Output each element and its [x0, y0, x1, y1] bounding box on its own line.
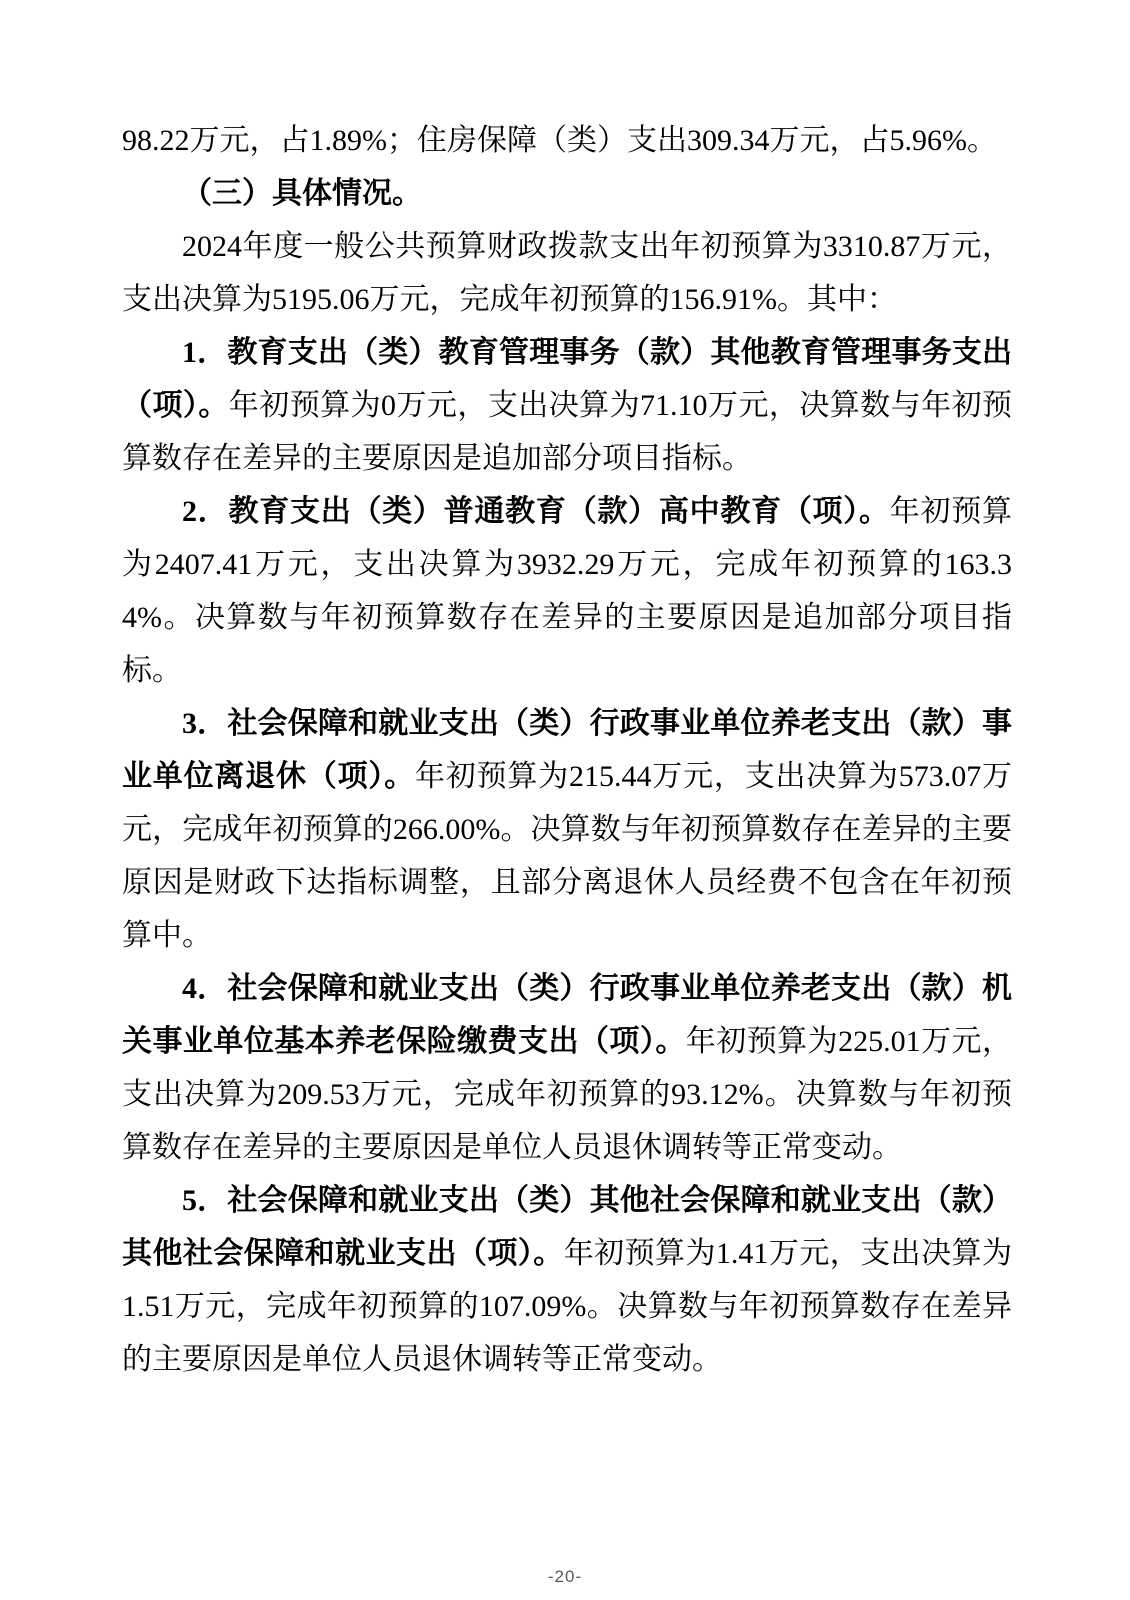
body-paragraph-continued	[122, 114, 1012, 167]
item-paragraph-2	[122, 485, 1012, 697]
item-4-heading: 4．社会保障和就业支出（类）行政事业单位养老支出（款）机关事业单位基本养老保险缴费支出（项）。	[122, 972, 1012, 1058]
item-4-text: 年初预算为225.01万元，支出决算为209.53万元，完成年初预算的93.12%。决算数与年初预算数存在差异的主要原因是单位人员退休调转等正常变动。	[122, 1025, 1013, 1164]
item-2-text: 年初预算为2407.41万元，支出决算为3932.29万元，完成年初预算的163.34%。决算数与年初预算数存在差异的主要原因是追加部分项目指标。	[122, 495, 1013, 687]
section-heading-label: （三）具体情况。	[182, 177, 422, 210]
item-2-heading: 2．教育支出（类）普通教育（款）高中教育（项）。	[182, 495, 890, 528]
item-paragraph-4	[122, 962, 1012, 1174]
item-1-heading: 1．教育支出（类）教育管理事务（款）其他教育管理事务支出（项）。	[122, 336, 1012, 422]
item-3-text: 年初预算为215.44万元，支出决算为573.07万元，完成年初预算的266.00%。决算数与年初预算数存在差异的主要原因是财政下达指标调整，且部分离退休人员经费不包含在年初预算中。	[122, 760, 1012, 952]
item-5-text: 年初预算为1.41万元，支出决算为1.51万元，完成年初预算的107.09%。决算数与年初预算数存在差异的主要原因是单位人员退休调转等正常变动。	[122, 1237, 1013, 1376]
item-3-heading: 3．社会保障和就业支出（类）行政事业单位养老支出（款）事业单位离退休（项）。	[122, 707, 1012, 793]
item-5-heading: 5．社会保障和就业支出（类）其他社会保障和就业支出（款）其他社会保障和就业支出（项）。	[122, 1184, 1012, 1270]
page-number: -20-	[547, 1567, 583, 1586]
item-paragraph-3	[122, 697, 1012, 962]
intro-paragraph	[122, 220, 1012, 326]
paragraph-text: 2024年度一般公共预算财政拨款支出年初预算为3310.87万元，支出决算为5195.06万元，完成年初预算的156.91%。其中：	[122, 230, 1012, 316]
item-1-text: 年初预算为0万元，支出决算为71.10万元，决算数与年初预算数存在差异的主要原因是追加部分项目指标。	[122, 389, 1013, 475]
paragraph-text: 98.22万元，占1.89%；住房保障（类）支出309.34万元，占5.96%。	[122, 124, 997, 157]
item-paragraph-1	[122, 326, 1012, 485]
section-heading	[122, 167, 1012, 220]
item-paragraph-5	[122, 1174, 1012, 1386]
